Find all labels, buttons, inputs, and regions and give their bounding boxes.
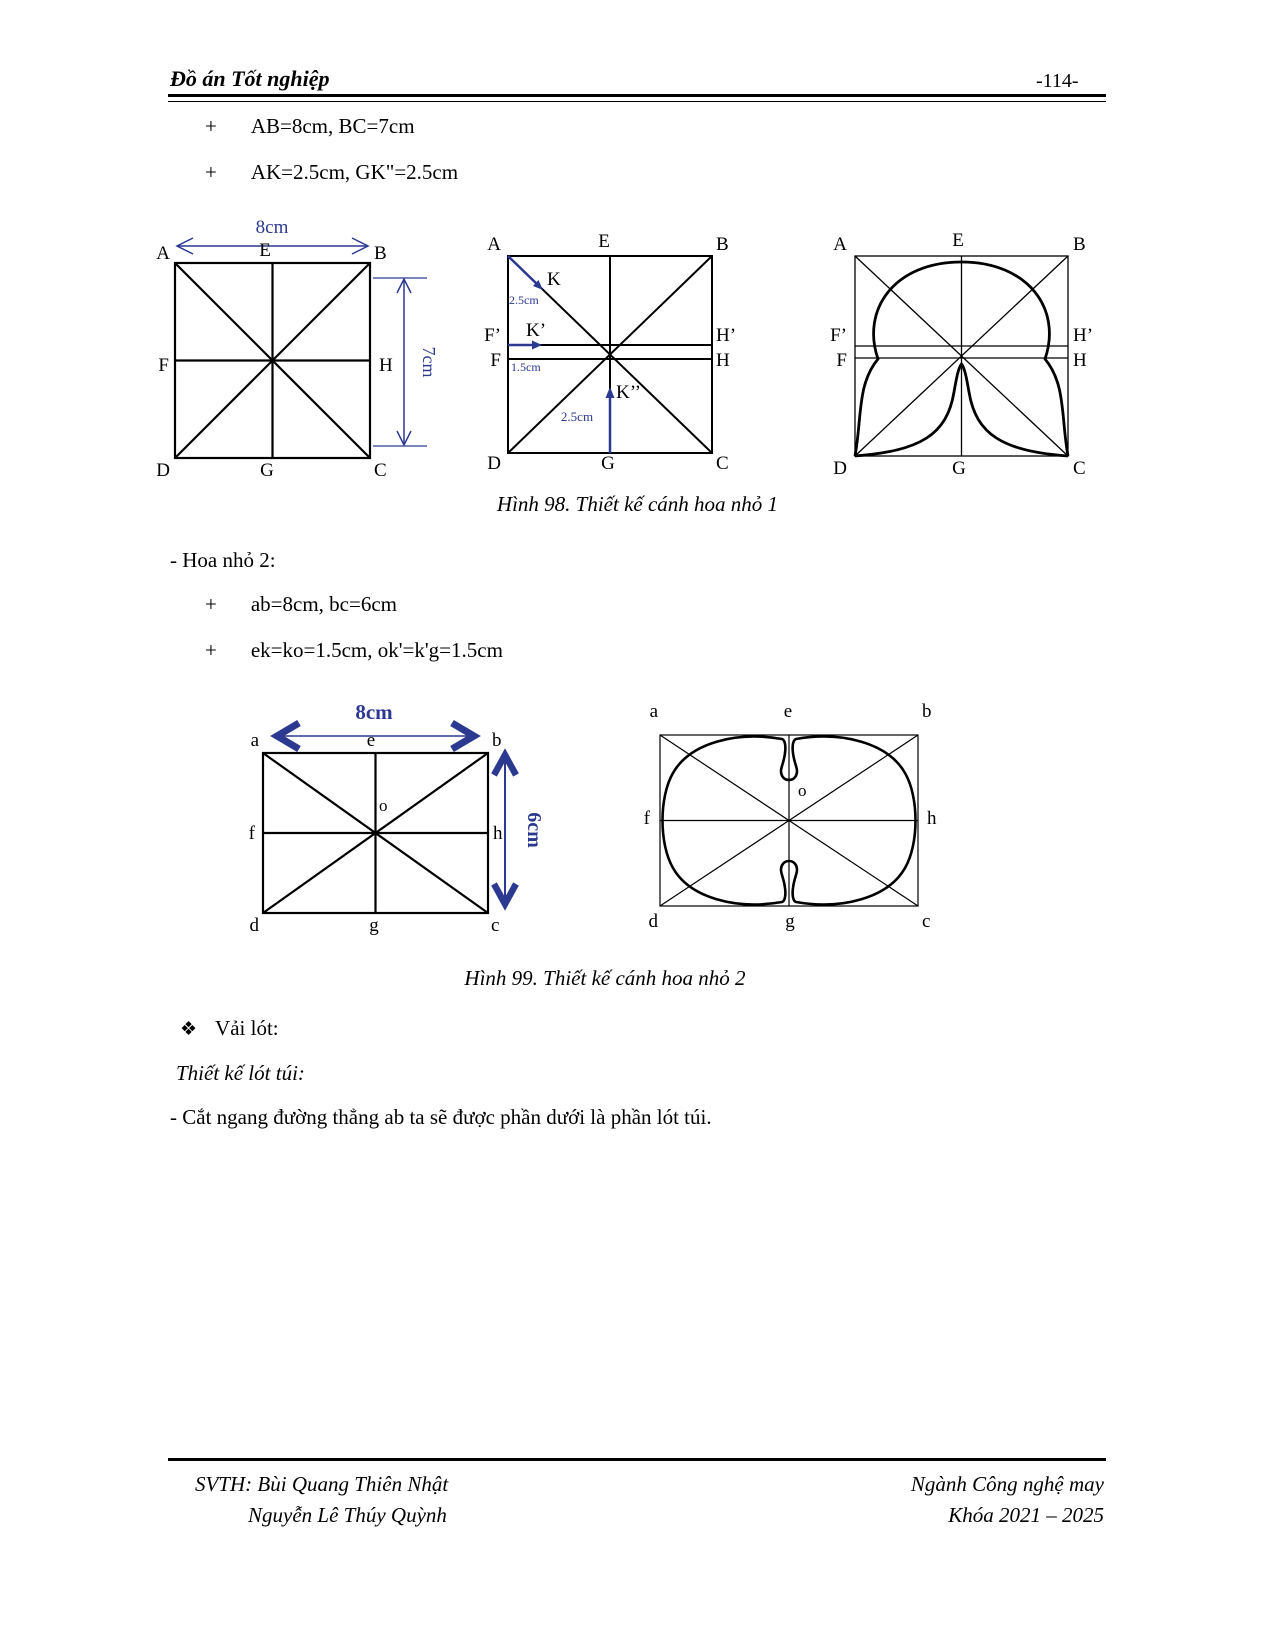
label-C: C — [374, 460, 387, 481]
label-F: F — [836, 350, 847, 371]
label-C: C — [716, 453, 729, 474]
label-E: E — [259, 240, 271, 261]
dim-6cm-label: 6cm — [523, 812, 545, 848]
dim-8cm-label: 8cm — [255, 217, 289, 238]
label-G: G — [260, 460, 274, 481]
bullet-text: AB=8cm, BC=7cm — [250, 114, 415, 138]
label-H-prime: H’ — [1073, 325, 1094, 346]
measure-AK-label: 2.5cm — [509, 293, 539, 307]
bullet-text: ab=8cm, bc=6cm — [250, 592, 397, 616]
label-B: B — [1073, 234, 1086, 255]
label-g: g — [785, 911, 795, 932]
label-c: c — [491, 915, 500, 936]
footer-left-2: Nguyễn Lê Thúy Quỳnh — [248, 1503, 447, 1527]
fig98-diagram3 — [828, 208, 1118, 486]
bullet-line-4 — [205, 638, 503, 663]
label-D: D — [156, 460, 170, 481]
page-number: -114- — [1036, 70, 1079, 92]
label-K-prime: K’ — [526, 320, 547, 341]
label-c: c — [922, 911, 931, 932]
rect-construction-lines — [660, 735, 918, 906]
label-G: G — [952, 458, 966, 479]
diamond-bullet-icon: ❖ — [180, 1019, 198, 1040]
label-a: a — [649, 701, 658, 722]
fig99-diagram2 — [628, 693, 958, 953]
label-b: b — [922, 701, 932, 722]
label-C: C — [1073, 458, 1086, 479]
label-G: G — [601, 453, 615, 474]
bullet-text: ek=ko=1.5cm, ok'=k'g=1.5cm — [250, 638, 503, 662]
label-B: B — [716, 234, 729, 255]
label-K-double-prime: K’’ — [616, 382, 641, 403]
label-F-prime: F’ — [484, 325, 501, 346]
bullet-marker: + — [205, 638, 217, 662]
label-f: f — [643, 808, 650, 829]
fig98-caption: Hình 98. Thiết kế cánh hoa nhỏ 1 — [496, 492, 779, 516]
fig98-diagram2 — [480, 208, 750, 486]
section2-heading: - Hoa nhỏ 2: — [170, 548, 276, 572]
label-A: A — [487, 234, 501, 255]
arrow-right-icon — [532, 341, 542, 350]
bullet-line-3 — [205, 592, 397, 617]
label-A: A — [833, 234, 847, 255]
label-g: g — [369, 915, 379, 936]
label-H: H — [1073, 350, 1087, 371]
label-e: e — [783, 701, 793, 722]
label-F-prime: F’ — [830, 325, 847, 346]
label-f: f — [248, 823, 255, 844]
square-construction-lines — [855, 256, 1068, 456]
label-F: F — [158, 355, 169, 376]
label-H: H — [716, 350, 730, 371]
thiet-ke-line: Thiết kế lót túi: — [176, 1061, 305, 1085]
square-construction-lines — [175, 263, 370, 458]
label-o: o — [798, 781, 807, 800]
bullet-line-2 — [205, 160, 458, 185]
label-H: H — [379, 355, 393, 376]
fig98-diagram1 — [155, 208, 440, 486]
label-b: b — [492, 730, 502, 751]
footer-right-2: Khóa 2021 – 2025 — [948, 1503, 1104, 1527]
arrow-up-icon — [606, 387, 615, 398]
bullet-marker: + — [205, 114, 217, 138]
measure-GK-label: 2.5cm — [560, 409, 594, 424]
label-d: d — [249, 915, 259, 936]
header-rule — [168, 94, 1106, 102]
point-labels — [644, 701, 937, 932]
label-F: F — [490, 350, 501, 371]
dim-8cm — [177, 217, 368, 254]
measure-AK-line — [508, 256, 540, 287]
footer-rule — [168, 1458, 1106, 1461]
bullet-marker: + — [205, 592, 217, 616]
label-d: d — [648, 911, 658, 932]
label-e: e — [366, 730, 376, 751]
bullet-line-1 — [205, 114, 415, 139]
label-D: D — [833, 458, 847, 479]
label-h: h — [493, 823, 503, 844]
label-B: B — [374, 243, 387, 264]
footer-right-1: Ngành Công nghệ may — [910, 1472, 1104, 1496]
rect-construction-lines — [263, 753, 488, 913]
dim-7cm-label: 7cm — [419, 346, 439, 378]
bullet-marker: + — [205, 160, 217, 184]
vai-lot-label: Vải lót: — [215, 1016, 279, 1040]
measure-FK-label: 1.5cm — [511, 360, 541, 374]
label-h: h — [927, 808, 937, 829]
page-title: Đồ án Tốt nghiệp — [170, 66, 330, 91]
vai-lot-line — [180, 1016, 279, 1041]
bullet-text: AK=2.5cm, GK"=2.5cm — [250, 160, 459, 184]
label-K: K — [547, 269, 561, 290]
label-a: a — [250, 730, 259, 751]
label-A: A — [156, 243, 170, 264]
fig99-diagram1 — [243, 693, 573, 961]
label-H-prime: H’ — [716, 325, 737, 346]
note-line: - Cắt ngang đường thẳng ab ta sẽ được phần dưới là phần lót túi. — [170, 1105, 712, 1129]
label-D: D — [487, 453, 501, 474]
dim-8cm-label: 8cm — [355, 700, 393, 724]
label-E: E — [952, 230, 964, 251]
dim-8cm — [277, 700, 474, 749]
fig99-caption: Hình 99. Thiết kế cánh hoa nhỏ 2 — [464, 966, 746, 990]
footer-left-1: SVTH: Bùi Quang Thiên Nhật — [195, 1472, 449, 1496]
label-o: o — [379, 796, 388, 815]
label-E: E — [598, 231, 610, 252]
blue-measures — [508, 256, 615, 453]
